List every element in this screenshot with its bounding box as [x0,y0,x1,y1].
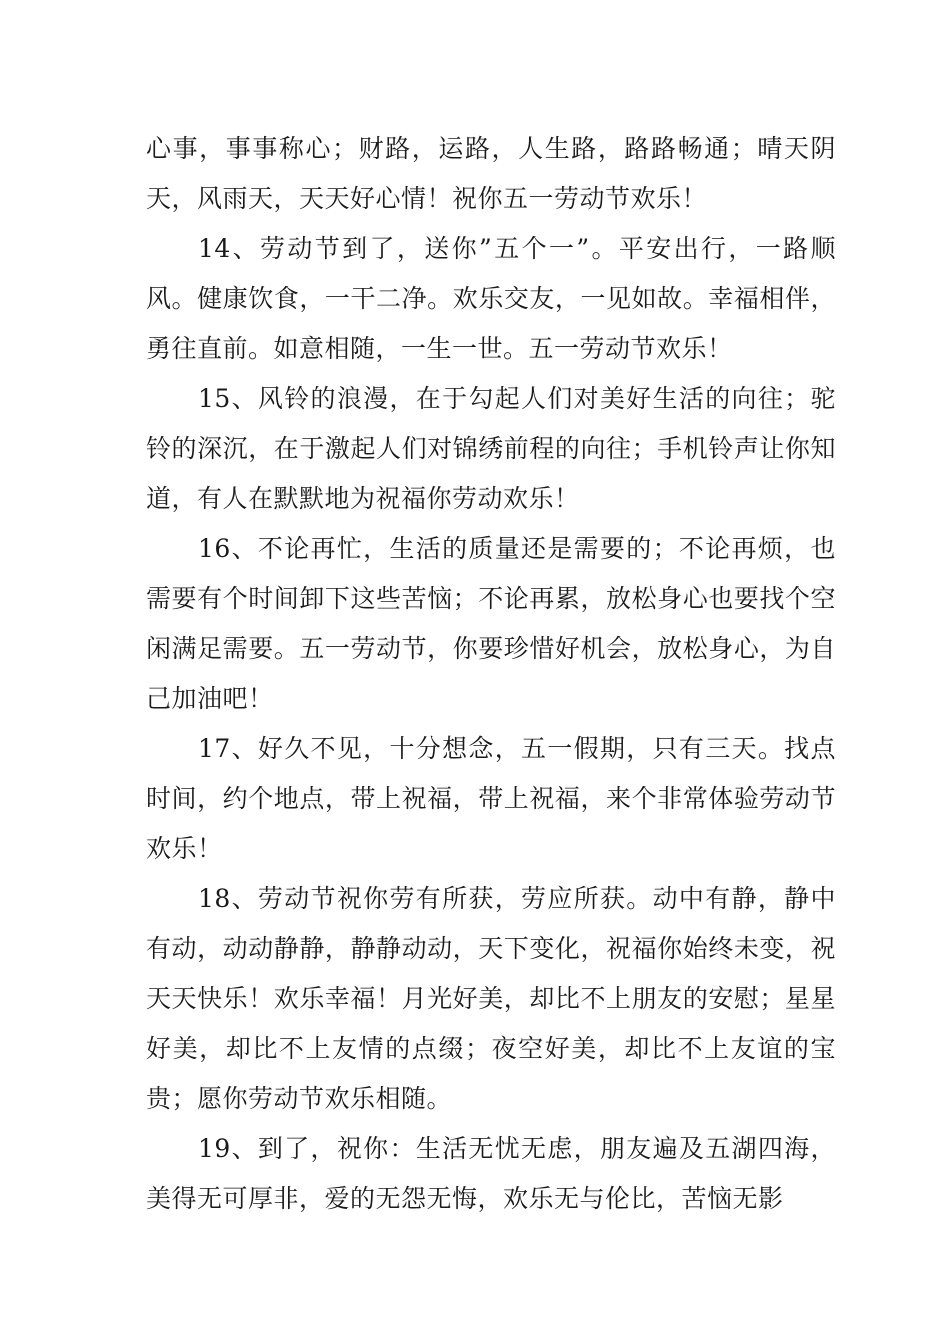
paragraph-17: 17、好久不见，十分想念，五一假期，只有三天。找点时间，约个地点，带上祝福，带上祝福，来个非常体验劳动节欢乐！ [146,734,836,863]
paragraph-15: 15、风铃的浪漫，在于勾起人们对美好生活的向往；驼铃的深沉，在于激起人们对锦绣前程的向往；手机铃声让你知道，有人在默默地为祝福你劳动欢乐！ [146,384,836,513]
paragraph-19: 19、到了，祝你：生活无忧无虑，朋友遍及五湖四海，美得无可厚非，爱的无怨无悔，欢乐无与伦比，苦恼无影 [146,1134,836,1213]
paragraph-14: 14、劳动节到了，送你”五个一”。平安出行，一路顺风。健康饮食，一干二净。欢乐交友，一见如故。幸福相伴，勇往直前。如意相随，一生一世。五一劳动节欢乐！ [146,234,836,363]
document-body [146,124,836,1224]
paragraph-16: 16、不论再忙，生活的质量还是需要的；不论再烦，也需要有个时间卸下这些苦恼；不论再累，放松身心也要找个空闲满足需要。五一劳动节，你要珍惜好机会，放松身心，为自己加油吧！ [146,534,836,713]
paragraph-continuation: 心事，事事称心；财路，运路，人生路，路路畅通；晴天阴天，风雨天，天天好心情！祝你五一劳动节欢乐！ [146,134,836,213]
paragraph-18: 18、劳动节祝你劳有所获，劳应所获。动中有静，静中有动，动动静静，静静动动，天下变化，祝福你始终未变，祝天天快乐！欢乐幸福！月光好美，却比不上朋友的安慰；星星好美，却比不上友情的点缀；夜空好美，却比不上友谊的宝贵；愿你劳动节欢乐相随。 [146,884,836,1113]
